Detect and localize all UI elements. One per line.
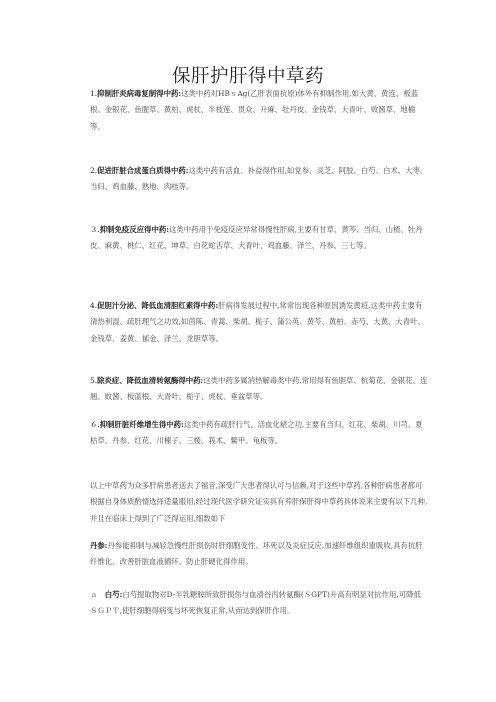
herb-name: 白芍: — [104, 590, 123, 599]
section-body: 这类中药有活血、补益得作用,如党参、灵芝、阿胶、白芍、白术、大枣、当归、鸡血藤、熟地、肉桂等。 — [90, 166, 428, 192]
herb-name: 丹参: — [90, 541, 108, 550]
section-heading: 抑制免疫反应得中药: — [99, 225, 169, 234]
section-heading: 促胆汁分泌、降低血清胆红素得中药: — [97, 301, 219, 310]
section-6 — [90, 417, 428, 450]
herb-baishao — [90, 587, 428, 620]
herb-body: 白芍提取物对D-半乳糖胺所致肝损伤与血清谷丙转氨酶(ＳGPT)升高有明显对抗作用,可降低ＳＧＰＴ,使肝细胞得病变与坏死恢复正常,从而达到保肝作用。 — [90, 590, 421, 616]
section-4 — [90, 298, 428, 347]
section-heading: 除炎症、降低血清转氨酶得中药: — [97, 376, 204, 385]
section-body: 这类中药多属消热解毒类中药,常用得有鱼胆草、杭菊花、金银花、连翘、败酱、板蓝根、大青叶、栀子、虎杖、垂盆草等。 — [90, 376, 428, 402]
section-number: 2. — [90, 166, 98, 175]
section-body: 这类中药有疏肝行气、活血化瘀之功,主要有当归、红花、柴胡、川芎、夏枯草、丹参、红花、川楝子、三棱、莪术、鳖甲、龟板等。 — [90, 420, 423, 446]
section-body: 这类中药对HBｓAg(乙肝表面抗原)体外有抑制作用,如大黄、黄连、板蓝根、金银花、鱼腥草、黄柏、虎杖、半枝莲、贯众、升麻、牡丹皮、金钱草、大青叶、败酱草、地榆等。 — [90, 89, 419, 131]
section-number: 1. — [90, 89, 98, 98]
section-1 — [90, 86, 428, 135]
herb-body: 丹参能抑制与减轻急慢性肝损伤时肝细胞变性、坏死以及炎症反应,加速纤维组织重吸收,具有抗肝纤维化、改善肝脏血液循环、防止肝硬化得作用。 — [90, 541, 423, 567]
section-heading: 促进肝脏合成蛋白质得中药: — [97, 166, 189, 175]
summary-text: 以上中草药为众多肝病患者送去了福音,深受广大患者得认可与信赖,对于这些中草药,各种肝病患者都可根据自身体质酌情选择适量服用,经过现代医学研究证实具有养肝保肝得中草药具体说来主要有以下几种,并且在临床上得到了广泛得运用,细数如下 — [90, 481, 428, 523]
section-number: ３. — [90, 225, 100, 234]
page-title: 保肝护肝得中草药 — [171, 66, 324, 87]
section-body: 这类中药用于免疫反应异常得慢性肝病,主要有甘草、黄芩、当归、山楂、牡丹皮、麻黄、桃仁、红花、坤草、白花蛇舌草、大青叶、鸡血藤、泽兰、丹参、三七等。 — [90, 225, 423, 251]
herb-prefix: ａ — [90, 590, 105, 599]
section-number: 5. — [90, 376, 98, 385]
section-3 — [90, 222, 428, 255]
section-heading: 抑制肝炎病毒复制得中药: — [97, 89, 182, 98]
summary-paragraph — [90, 478, 428, 527]
section-number: 4. — [90, 301, 98, 310]
section-number: ６. — [90, 420, 100, 429]
section-5 — [90, 373, 428, 406]
section-2 — [90, 163, 428, 196]
section-heading: 抑制肝脏纤维增生得中药: — [99, 420, 184, 429]
herb-danshen — [90, 538, 428, 571]
section-body: 肝病得发展过程中,常常出现各种原因诱发黄疸,这类中药主要有清热利湿、疏肝理气之功效,如茵陈、青蒿、柴胡、栀子、蒲公英、黄芩、黄柏、赤芍、大黄、大青叶、金钱草、姜黄、郁金、泽兰、龙胆草等。 — [90, 301, 425, 343]
